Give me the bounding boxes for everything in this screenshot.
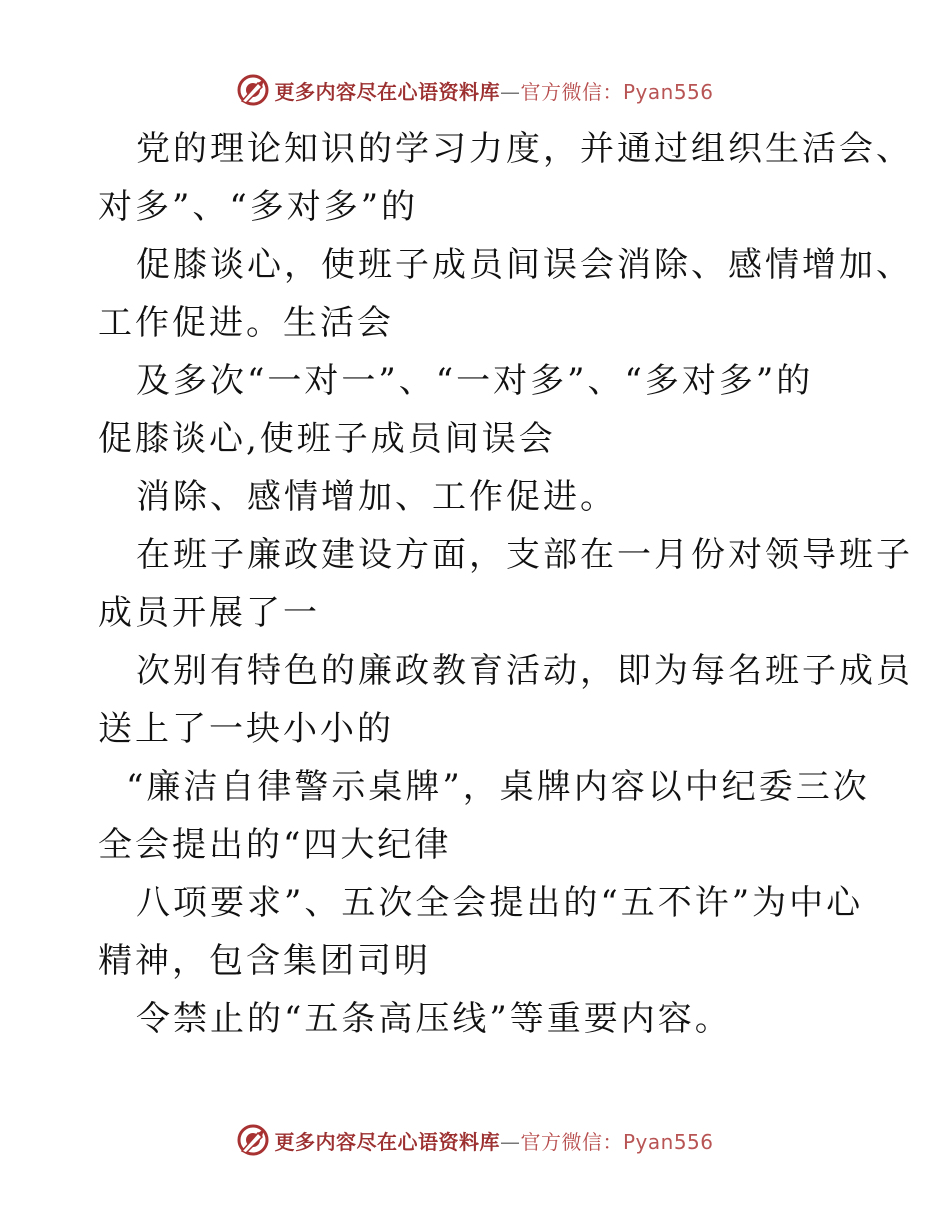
- text-line: 促膝谈心,使班子成员间误会: [98, 419, 556, 459]
- text-line: 全会提出的“四大纪律: [98, 825, 452, 865]
- text-line: 党的理论知识的学习力度，并通过组织生活会、: [136, 129, 913, 169]
- text-line: 精神，包含集团司明: [98, 941, 431, 981]
- logo-icon: [236, 1123, 270, 1157]
- footer-banner-suffix: 官方微信：: [520, 1129, 623, 1154]
- text-line: 在班子廉政建设方面，支部在一月份对领导班子: [136, 535, 913, 575]
- header-banner-text: [274, 76, 713, 105]
- footer-banner-separator: —: [499, 1129, 521, 1154]
- text-line: 次别有特色的廉政教育活动，即为每名班子成员: [136, 651, 913, 691]
- text-line: 促膝谈心，使班子成员间误会消除、感情增加、: [136, 245, 913, 285]
- footer-banner-highlight: 更多内容尽在心语资料库: [274, 1129, 500, 1154]
- header-banner-suffix: 官方微信：: [520, 79, 623, 104]
- text-line: 及多次“一对一”、“一对多”、“多对多”的: [136, 361, 814, 401]
- text-line: 成员开展了一: [98, 593, 320, 633]
- text-line: 八项要求”、五次全会提出的“五不许”为中心: [136, 883, 864, 923]
- document-body: [98, 120, 913, 1048]
- footer-banner-text: [274, 1126, 713, 1155]
- text-line: “廉洁自律警示桌牌”，桌牌内容以中纪委三次: [126, 767, 870, 807]
- text-line: 工作促进。生活会: [98, 303, 394, 343]
- header-banner-highlight: 更多内容尽在心语资料库: [274, 79, 500, 104]
- text-line: 令禁止的“五条高压线”等重要内容。: [136, 999, 732, 1039]
- header-banner-account: Pyan556: [622, 79, 714, 104]
- text-line: 送上了一块小小的: [98, 709, 394, 749]
- footer-banner-account: Pyan556: [622, 1129, 714, 1154]
- text-line: 对多”、“多对多”的: [98, 187, 419, 227]
- footer-banner: [0, 1120, 950, 1160]
- text-line: 消除、感情增加、工作促进。: [136, 477, 617, 517]
- header-banner: [0, 70, 950, 110]
- header-banner-separator: —: [499, 79, 521, 104]
- logo-icon: [236, 73, 270, 107]
